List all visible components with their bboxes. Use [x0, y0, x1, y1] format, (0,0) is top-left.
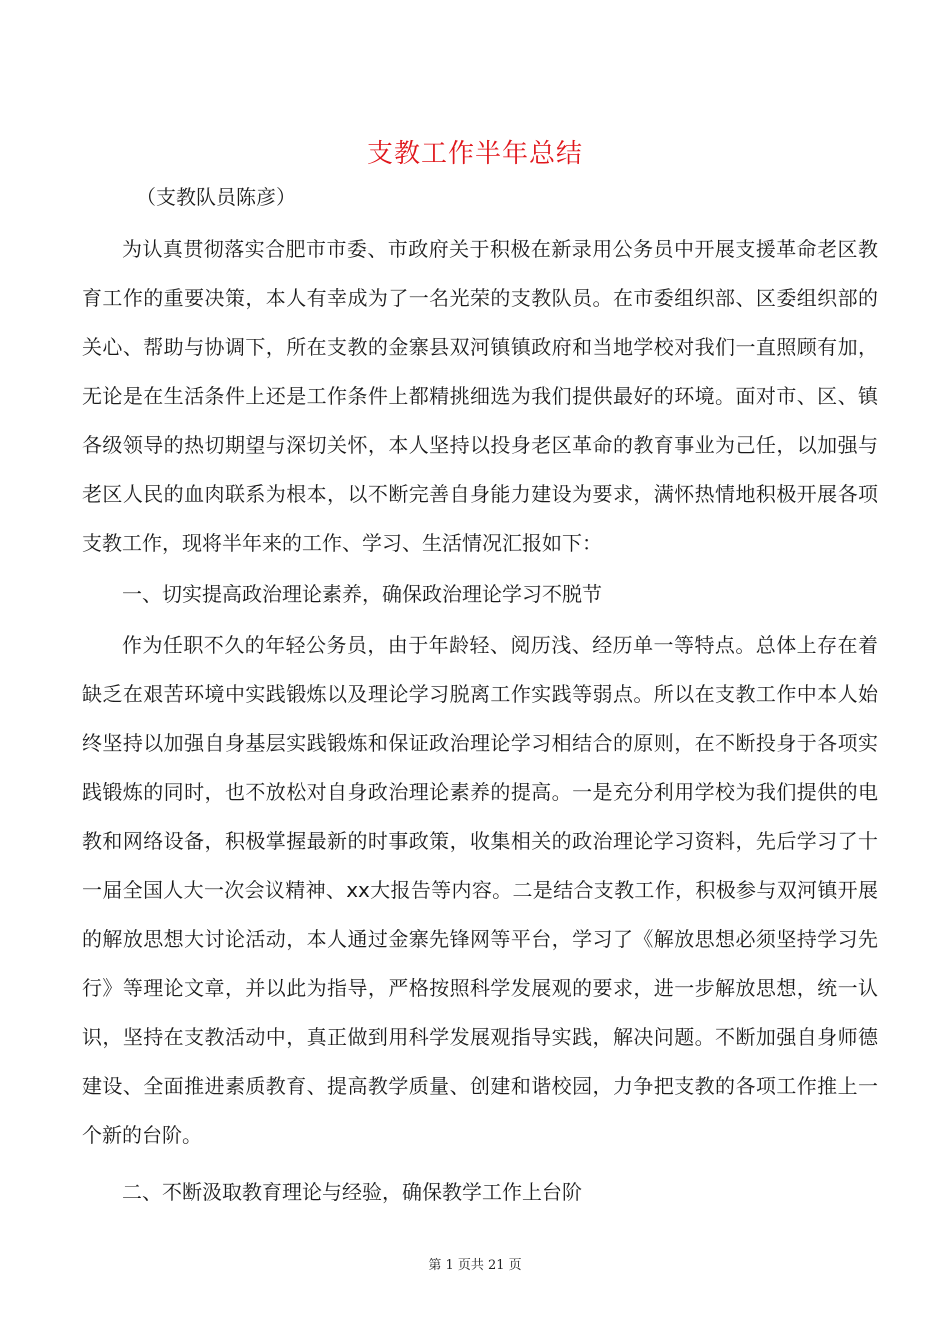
paragraph-section-1: 作为任职不久的年轻公务员，由于年龄轻、阅历浅、经历单一等特点。总体上存在着缺乏在艰苦环境中实践锻炼以及理论学习脱离工作实践等弱点。所以在支教工作中本人始终坚持以加强自身基层实践锻炼和保证政治理论学习相结合的原则，在不断投身于各项实践锻炼的同时，也不放松对自身政治理论素养的提高。一是充分利用学校为我们提供的电教和网络设备，积极掌握最新的时事政策，收集相关的政治理论学习资料，先后学习了十一届全国人大一次会议精神、xx大报告等内容。二是结合支教工作，积极参与双河镇开展的解放思想大讨论活动，本人通过金寨先锋网等平台，学习了《解放思想必须坚持学习先行》等理论文章，并以此为指导，严格按照科学发展观的要求，进一步解放思想，统一认识，坚持在支教活动中，真正做到用科学发展观指导实践，解决问题。不断加强自身师德建设、全面推进素质教育、提高教学质量、创建和谐校园，力争把支教的各项工作推上一个新的台阶。 — [82, 633, 878, 1147]
paragraph-intro: 为认真贯彻落实合肥市市委、市政府关于积极在新录用公务员中开展支援革命老区教育工作的重要决策，本人有幸成为了一名光荣的支教队员。在市委组织部、区委组织部的关心、帮助与协调下，所在支教的金寨县双河镇镇政府和当地学校对我们一直照顾有加，无论是在生活条件上还是工作条件上都精挑细选为我们提供最好的环境。面对市、区、镇各级领导的热切期望与深切关怀，本人坚持以投身老区革命的教育事业为己任，以加强与老区人民的血肉联系为根本，以不断完善自身能力建设为要求，满怀热情地积极开展各项支教工作，现将半年来的工作、学习、生活情况汇报如下： — [82, 237, 878, 555]
section-heading-2: 二、不断汲取教育理论与经验，确保教学工作上台阶 — [122, 1180, 582, 1204]
author-line: （支教队员陈彦） — [136, 185, 296, 209]
document-body — [82, 225, 878, 1217]
document-title: 支教工作半年总结 — [366, 139, 583, 169]
page-footer: 第 1 页共 21 页 — [428, 1258, 522, 1273]
section-heading-1: 一、切实提高政治理论素养，确保政治理论学习不脱节 — [122, 582, 602, 606]
